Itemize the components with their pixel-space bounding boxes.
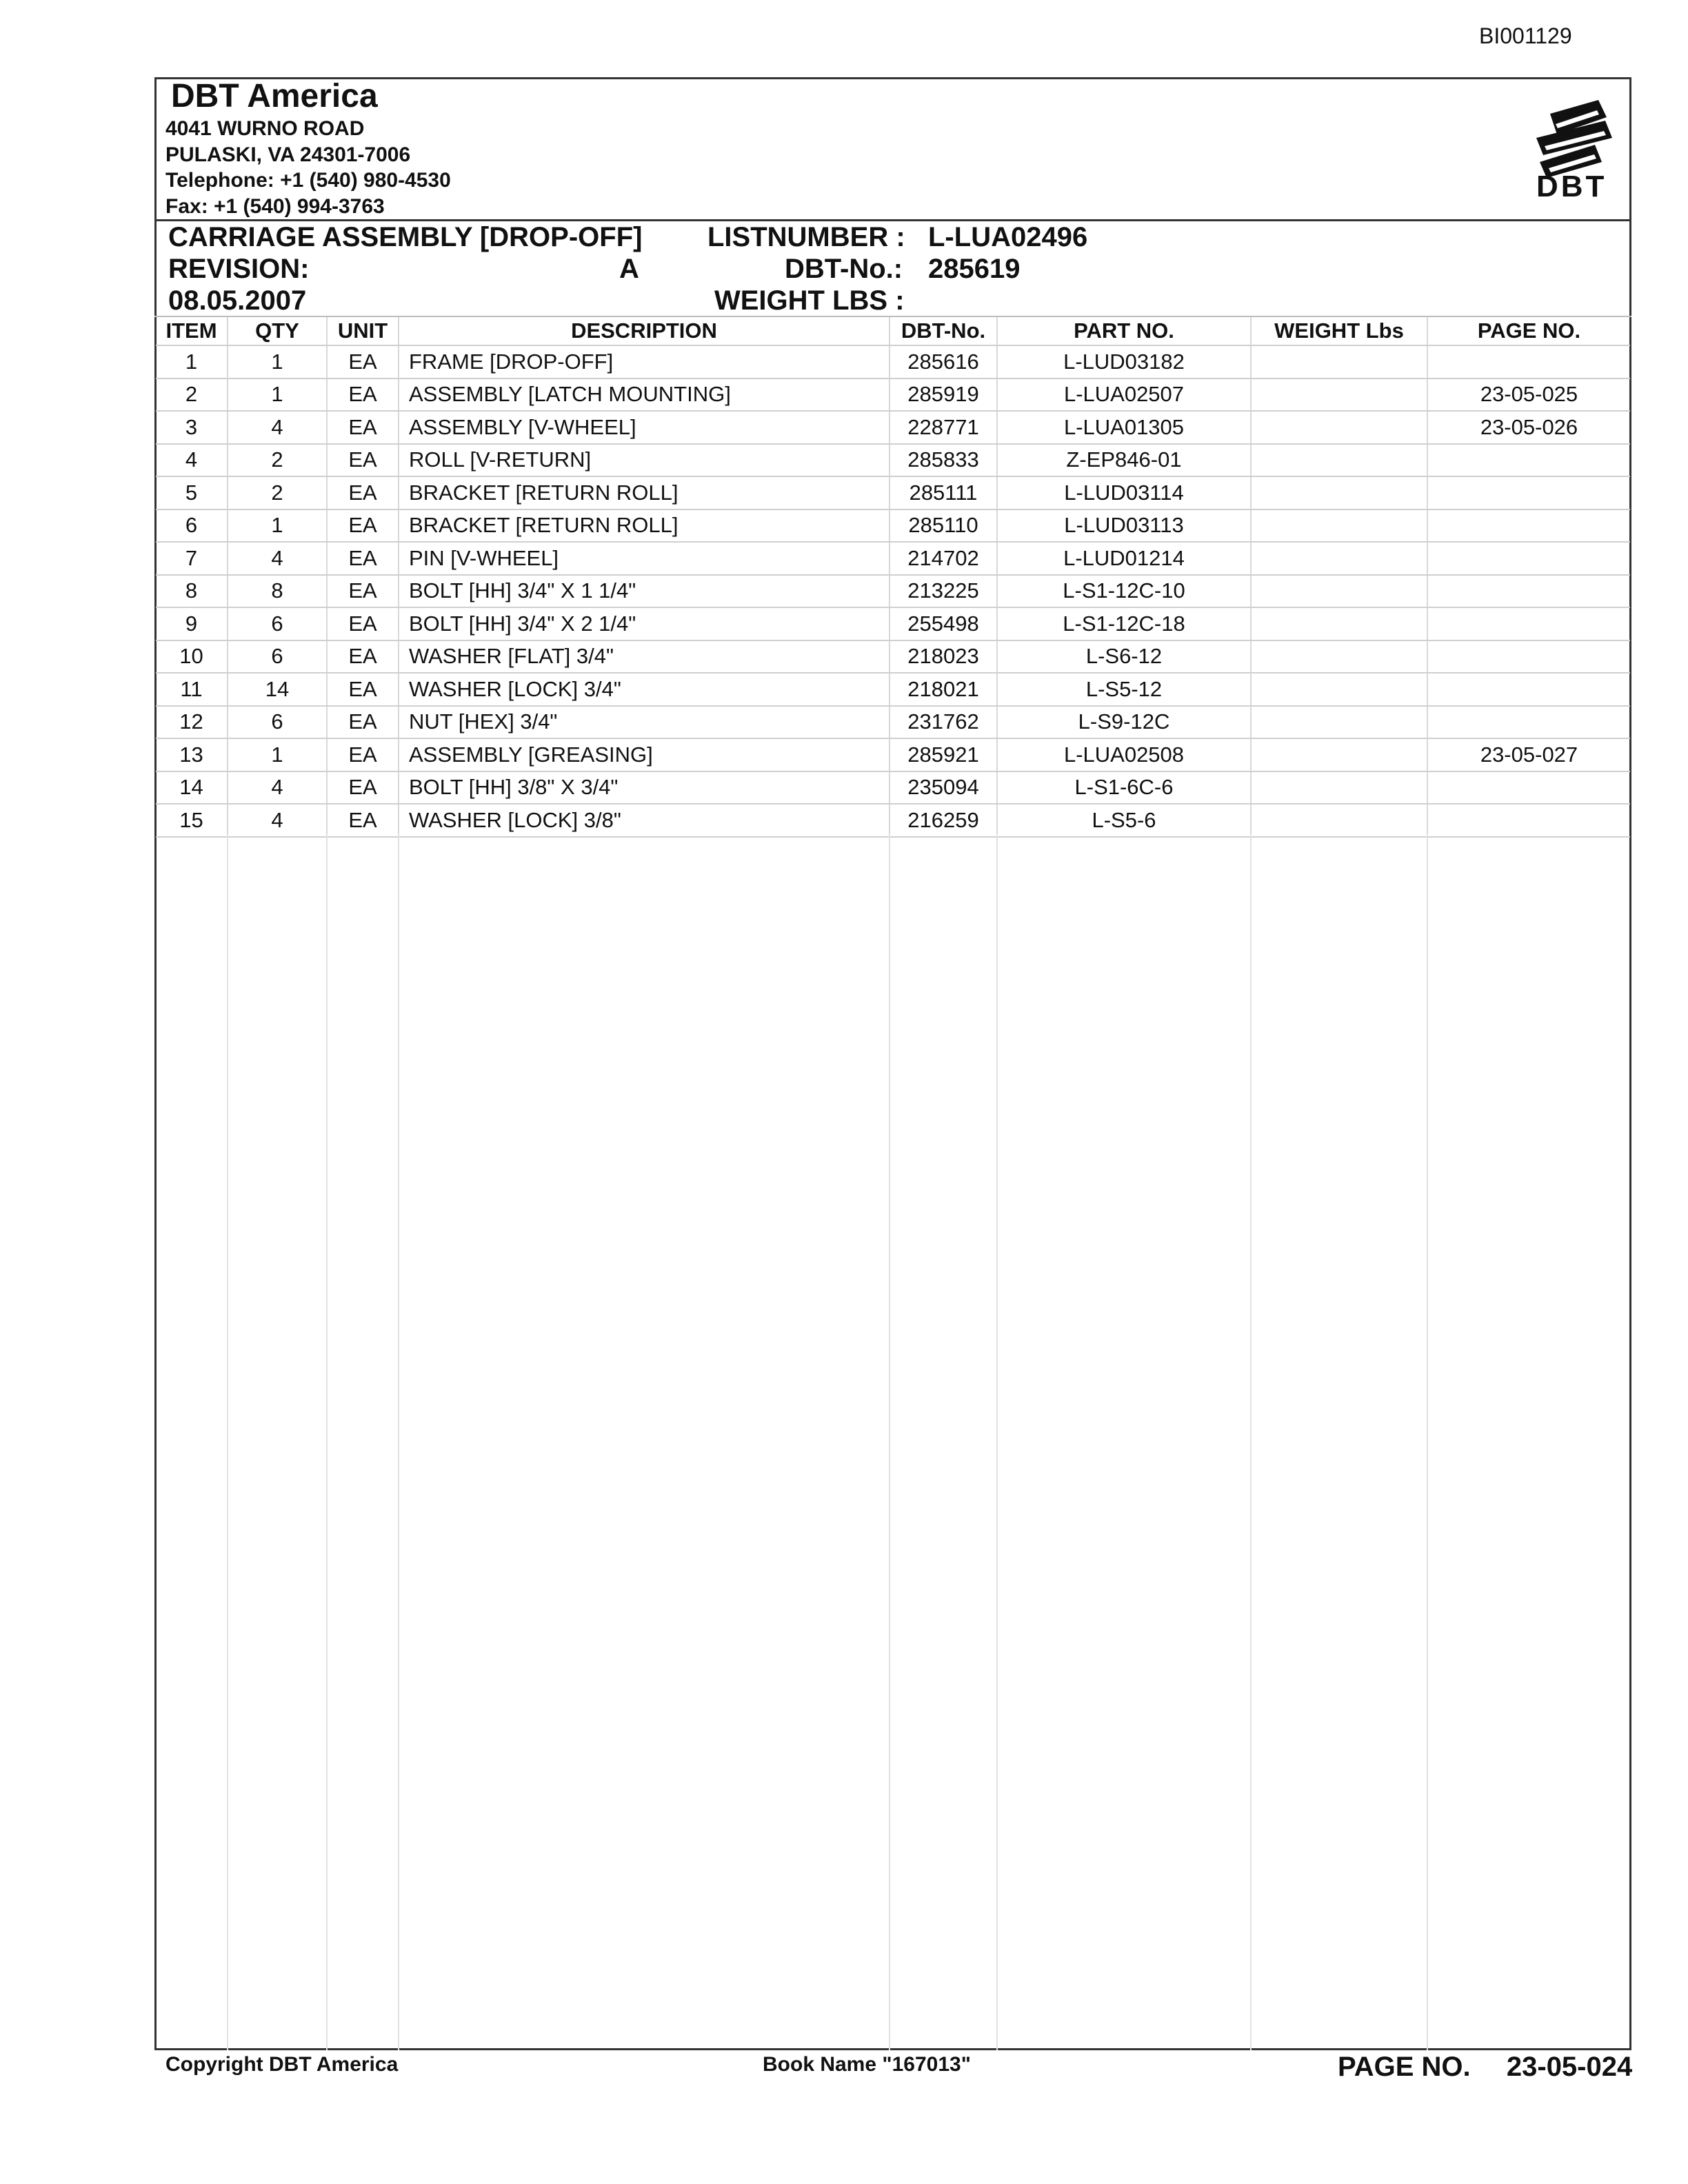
part-no-cell: L-S1-12C-18 (997, 607, 1251, 640)
listnumber-value: L-LUA02496 (928, 222, 1088, 252)
qty-cell: 1 (228, 378, 327, 412)
weight-cell (1251, 411, 1427, 444)
weight-cell (1251, 509, 1427, 543)
description-cell: BRACKET [RETURN ROLL] (399, 476, 890, 509)
page-number-value: 23-05-024 (1506, 2052, 1633, 2082)
qty-cell: 6 (228, 607, 327, 640)
weight-cell (1251, 607, 1427, 640)
qty-cell: 1 (228, 738, 327, 771)
column-header-qty: QTY (228, 317, 327, 345)
unit-cell: EA (327, 411, 399, 444)
dbt-no-cell: 285111 (890, 476, 997, 509)
qty-cell: 8 (228, 575, 327, 608)
weight-cell (1251, 771, 1427, 805)
column-guide (398, 834, 399, 2050)
part-no-cell: L-S9-12C (997, 706, 1251, 739)
column-guide (227, 834, 228, 2050)
weight-cell (1251, 378, 1427, 412)
dbt-no-cell: 285110 (890, 509, 997, 543)
part-no-cell: Z-EP846-01 (997, 444, 1251, 477)
table-row (156, 673, 1630, 706)
dbt-no-cell: 235094 (890, 771, 997, 805)
part-no-cell: L-S1-12C-10 (997, 575, 1251, 608)
qty-cell: 4 (228, 542, 327, 575)
item-cell: 12 (156, 706, 228, 739)
page-no-cell: 23-05-027 (1427, 738, 1630, 771)
unit-cell: EA (327, 673, 399, 706)
part-no-cell: L-LUD03182 (997, 345, 1251, 378)
description-cell: ASSEMBLY [GREASING] (399, 738, 890, 771)
unit-cell: EA (327, 607, 399, 640)
weight-cell (1251, 706, 1427, 739)
table-row (156, 345, 1630, 378)
part-no-cell: L-LUA02507 (997, 378, 1251, 412)
part-no-cell: L-S1-6C-6 (997, 771, 1251, 805)
revision-value: A (619, 254, 639, 284)
weight-cell (1251, 673, 1427, 706)
table-row (156, 542, 1630, 575)
company-address-line2: PULASKI, VA 24301-7006 (165, 143, 411, 166)
qty-cell: 6 (228, 706, 327, 739)
dbt-no-cell: 216259 (890, 804, 997, 837)
description-cell: FRAME [DROP-OFF] (399, 345, 890, 378)
weight-cell (1251, 640, 1427, 674)
column-header-item: ITEM (156, 317, 228, 345)
dbt-no-cell: 231762 (890, 706, 997, 739)
qty-cell: 1 (228, 509, 327, 543)
column-guide (1427, 834, 1428, 2050)
item-cell: 15 (156, 804, 228, 837)
unit-cell: EA (327, 345, 399, 378)
unit-cell: EA (327, 771, 399, 805)
document-id: BI001129 (1479, 23, 1572, 48)
weight-cell (1251, 542, 1427, 575)
column-header-part-no: PART NO. (997, 317, 1251, 345)
weight-cell (1251, 476, 1427, 509)
page-no-cell (1427, 607, 1630, 640)
company-address-line1: 4041 WURNO ROAD (165, 117, 365, 140)
part-no-cell: L-S5-6 (997, 804, 1251, 837)
weight-cell (1251, 804, 1427, 837)
header-divider (154, 219, 1631, 221)
dbt-no-cell: 285919 (890, 378, 997, 412)
weight-cell (1251, 738, 1427, 771)
dbt-no-cell: 285616 (890, 345, 997, 378)
weight-cell (1251, 444, 1427, 477)
page-no-cell: 23-05-025 (1427, 378, 1630, 412)
revision-label: REVISION: (168, 254, 310, 284)
listnumber-label: LISTNUMBER : (707, 222, 905, 252)
column-guide (996, 834, 998, 2050)
page-number (1338, 2052, 1632, 2083)
company-telephone: Telephone: +1 (540) 980-4530 (165, 169, 451, 192)
table-row (156, 476, 1630, 509)
unit-cell: EA (327, 575, 399, 608)
table-row (156, 444, 1630, 477)
qty-cell: 4 (228, 804, 327, 837)
dbt-no-cell: 285921 (890, 738, 997, 771)
page-no-cell (1427, 476, 1630, 509)
description-cell: WASHER [FLAT] 3/4" (399, 640, 890, 674)
assembly-title: CARRIAGE ASSEMBLY [DROP-OFF] (168, 222, 643, 252)
page-no-cell (1427, 771, 1630, 805)
unit-cell: EA (327, 706, 399, 739)
logo-text: DBT (1536, 170, 1607, 203)
description-cell: NUT [HEX] 3/4" (399, 706, 890, 739)
column-guide (1250, 834, 1252, 2050)
item-cell: 7 (156, 542, 228, 575)
item-cell: 2 (156, 378, 228, 412)
part-no-cell: L-S6-12 (997, 640, 1251, 674)
item-cell: 6 (156, 509, 228, 543)
qty-cell: 4 (228, 771, 327, 805)
qty-cell: 6 (228, 640, 327, 674)
description-cell: BOLT [HH] 3/4" X 1 1/4" (399, 575, 890, 608)
dbt-no-cell: 213225 (890, 575, 997, 608)
item-cell: 4 (156, 444, 228, 477)
dbt-no-cell: 218023 (890, 640, 997, 674)
page-no-cell (1427, 444, 1630, 477)
part-no-cell: L-LUD03113 (997, 509, 1251, 543)
dbt-no-cell: 228771 (890, 411, 997, 444)
page-no-cell (1427, 575, 1630, 608)
page-no-cell (1427, 542, 1630, 575)
table-row (156, 378, 1630, 412)
page-no-cell: 23-05-026 (1427, 411, 1630, 444)
company-fax: Fax: +1 (540) 994-3763 (165, 195, 385, 218)
part-no-cell: L-LUD01214 (997, 542, 1251, 575)
qty-cell: 2 (228, 444, 327, 477)
column-header-page-no: PAGE NO. (1427, 317, 1630, 345)
item-cell: 1 (156, 345, 228, 378)
page-no-cell (1427, 804, 1630, 837)
description-cell: WASHER [LOCK] 3/8" (399, 804, 890, 837)
unit-cell: EA (327, 509, 399, 543)
part-no-cell: L-S5-12 (997, 673, 1251, 706)
page-no-cell (1427, 706, 1630, 739)
unit-cell: EA (327, 804, 399, 837)
weight-cell (1251, 345, 1427, 378)
unit-cell: EA (327, 378, 399, 412)
page-no-cell (1427, 345, 1630, 378)
description-cell: ASSEMBLY [LATCH MOUNTING] (399, 378, 890, 412)
table-row (156, 706, 1630, 739)
dbt-no-value: 285619 (928, 254, 1021, 284)
item-cell: 8 (156, 575, 228, 608)
description-cell: PIN [V-WHEEL] (399, 542, 890, 575)
item-cell: 11 (156, 673, 228, 706)
qty-cell: 14 (228, 673, 327, 706)
page-no-cell (1427, 673, 1630, 706)
book-name: Book Name "167013" (763, 2053, 971, 2076)
table-row (156, 575, 1630, 608)
description-cell: WASHER [LOCK] 3/4" (399, 673, 890, 706)
page-no-cell (1427, 640, 1630, 674)
unit-cell: EA (327, 542, 399, 575)
column-header-weight: WEIGHT Lbs (1251, 317, 1427, 345)
column-header-unit: UNIT (327, 317, 399, 345)
part-no-cell: L-LUA02508 (997, 738, 1251, 771)
part-no-cell: L-LUA01305 (997, 411, 1251, 444)
item-cell: 10 (156, 640, 228, 674)
table-row (156, 509, 1630, 543)
weight-cell (1251, 575, 1427, 608)
part-no-cell: L-LUD03114 (997, 476, 1251, 509)
description-cell: BRACKET [RETURN ROLL] (399, 509, 890, 543)
table-header-row (156, 317, 1630, 345)
item-cell: 14 (156, 771, 228, 805)
dbt-no-cell: 218021 (890, 673, 997, 706)
description-cell: ROLL [V-RETURN] (399, 444, 890, 477)
column-guide (326, 834, 328, 2050)
description-cell: ASSEMBLY [V-WHEEL] (399, 411, 890, 444)
dbt-no-cell: 285833 (890, 444, 997, 477)
dbt-no-label: DBT-No.: (785, 254, 903, 284)
qty-cell: 4 (228, 411, 327, 444)
qty-cell: 2 (228, 476, 327, 509)
item-cell: 9 (156, 607, 228, 640)
parts-table (156, 317, 1630, 838)
column-guide (889, 834, 890, 2050)
dbt-no-cell: 255498 (890, 607, 997, 640)
dbt-no-cell: 214702 (890, 542, 997, 575)
table-row (156, 738, 1630, 771)
copyright-text: Copyright DBT America (165, 2053, 399, 2076)
item-cell: 13 (156, 738, 228, 771)
table-row (156, 640, 1630, 674)
column-header-description: DESCRIPTION (399, 317, 890, 345)
qty-cell: 1 (228, 345, 327, 378)
company-name: DBT America (171, 78, 378, 114)
description-cell: BOLT [HH] 3/4" X 2 1/4" (399, 607, 890, 640)
unit-cell: EA (327, 444, 399, 477)
page-number-label: PAGE NO. (1338, 2052, 1471, 2082)
table-row (156, 607, 1630, 640)
unit-cell: EA (327, 738, 399, 771)
page-no-cell (1427, 509, 1630, 543)
item-cell: 5 (156, 476, 228, 509)
weight-label: WEIGHT LBS : (714, 285, 905, 316)
column-header-dbt-no: DBT-No. (890, 317, 997, 345)
unit-cell: EA (327, 476, 399, 509)
description-cell: BOLT [HH] 3/8" X 3/4" (399, 771, 890, 805)
unit-cell: EA (327, 640, 399, 674)
table-row (156, 804, 1630, 837)
table-row (156, 771, 1630, 805)
table-row (156, 411, 1630, 444)
item-cell: 3 (156, 411, 228, 444)
document-date: 08.05.2007 (168, 285, 307, 316)
